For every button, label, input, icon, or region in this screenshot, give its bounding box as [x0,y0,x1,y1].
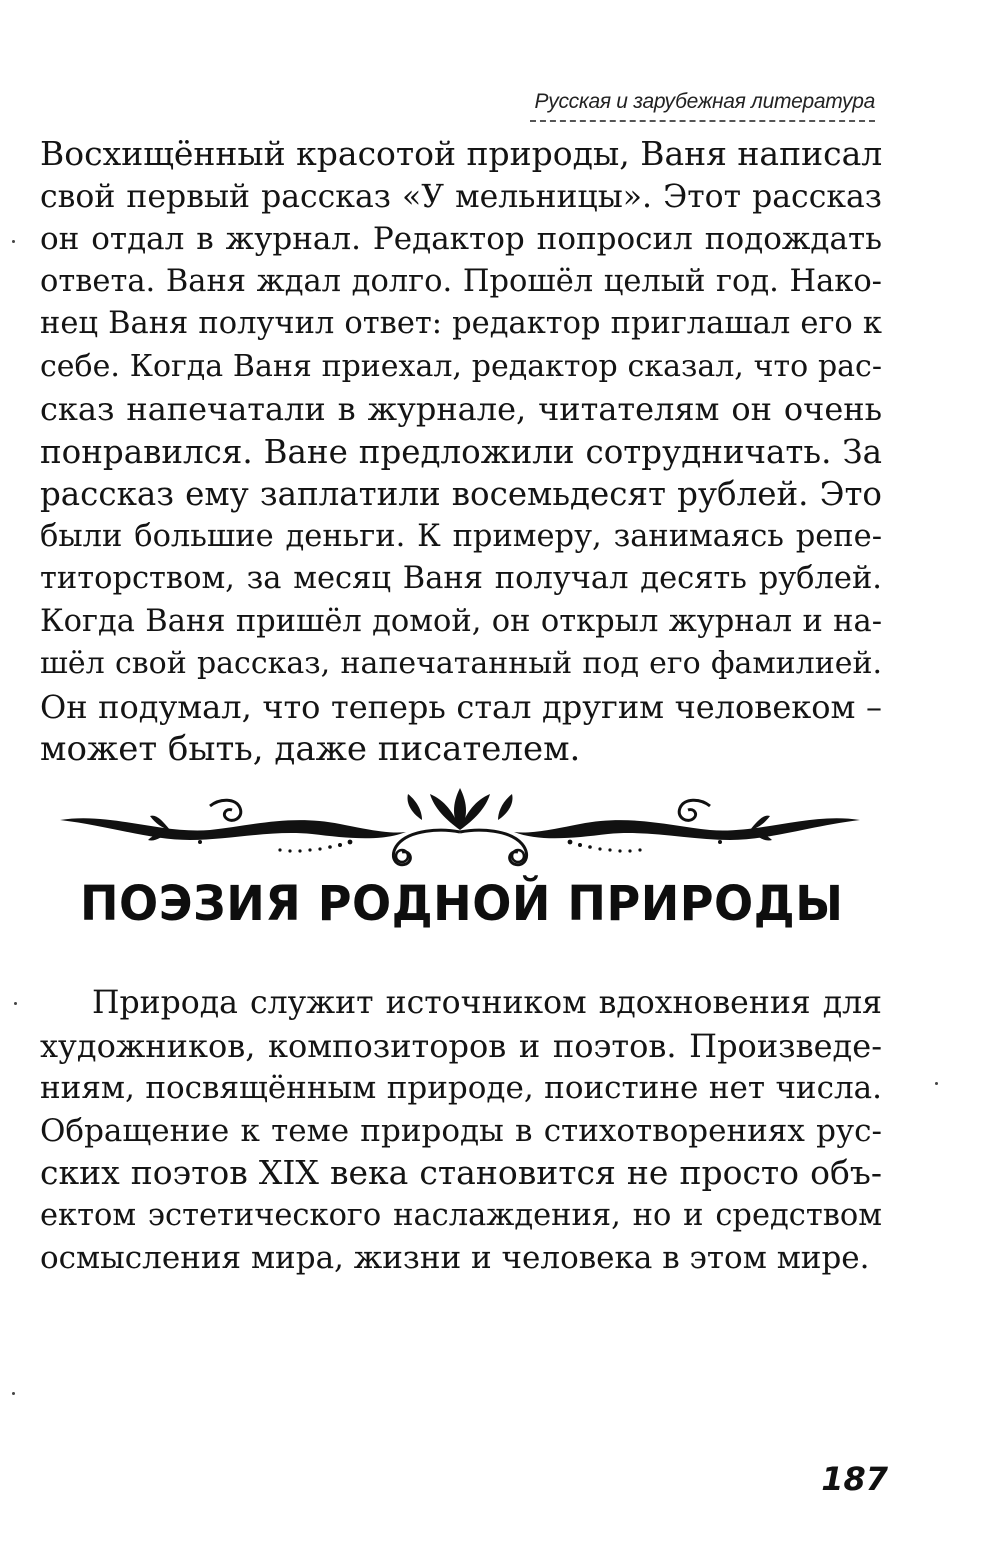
section-heading: ПОЭЗИЯ РОДНОЙ ПРИРОДЫ [80,876,844,932]
text-line: Когда Ваня пришёл домой, он открыл журнал и на- [40,603,882,639]
text-line: ских поэтов XIX века становится не просто объ- [40,1153,882,1192]
scan-speck [935,1082,938,1085]
running-head: Русская и зарубежная литература [534,90,875,113]
text-line: Природа служит источником вдохновения для [92,985,882,1021]
paragraph-2 [40,982,882,1280]
floral-divider-icon [50,768,870,878]
text-line: ответа. Ваня ждал долго. Прошёл целый год. Нако- [40,263,882,299]
scan-speck [12,1392,15,1395]
text-line: себе. Когда Ваня приехал, редактор сказал, что рас- [40,348,882,384]
text-line: Обращение к теме природы в стихотворениях рус- [40,1112,882,1149]
text-line: Он подумал, что теперь стал другим человеком – [40,687,882,726]
paragraph-1 [40,133,882,771]
scan-speck [12,240,15,243]
text-line: титорством, за месяц Ваня получал десять рублей. [40,561,882,596]
text-line: были большие деньги. К примеру, занимаясь репе- [40,518,882,554]
scan-speck [14,1002,17,1005]
page-number: 187 [821,1460,888,1498]
text-line: понравился. Ване предложили сотрудничать. За [40,432,882,471]
text-line: сказ напечатали в журнале, читателям он очень [40,390,882,428]
text-line: свой первый рассказ «У мельницы». Этот рассказ [40,178,882,215]
text-line: может быть, даже писателем. [40,729,581,769]
text-line: рассказ ему заплатили восемьдесят рублей. Это [40,475,882,513]
text-line: осмысления мира, жизни и человека в этом мире. [40,1240,870,1276]
running-head-rule [530,120,875,122]
text-line: ектом эстетического наслаждения, но и средством [40,1197,882,1233]
text-line: он отдал в журнал. Редактор попросил подождать [40,221,882,257]
text-line: Восхищённый красотой природы, Ваня написал [40,134,883,173]
text-line: нец Ваня получил ответ: редактор приглашал его к [40,306,882,341]
text-line: ниям, посвящённым природе, поистине нет числа. [40,1070,882,1106]
text-line: художников, композиторов и поэтов. Произведе- [40,1026,882,1065]
text-line: шёл свой рассказ, напечатанный под его фамилией. [40,646,882,681]
